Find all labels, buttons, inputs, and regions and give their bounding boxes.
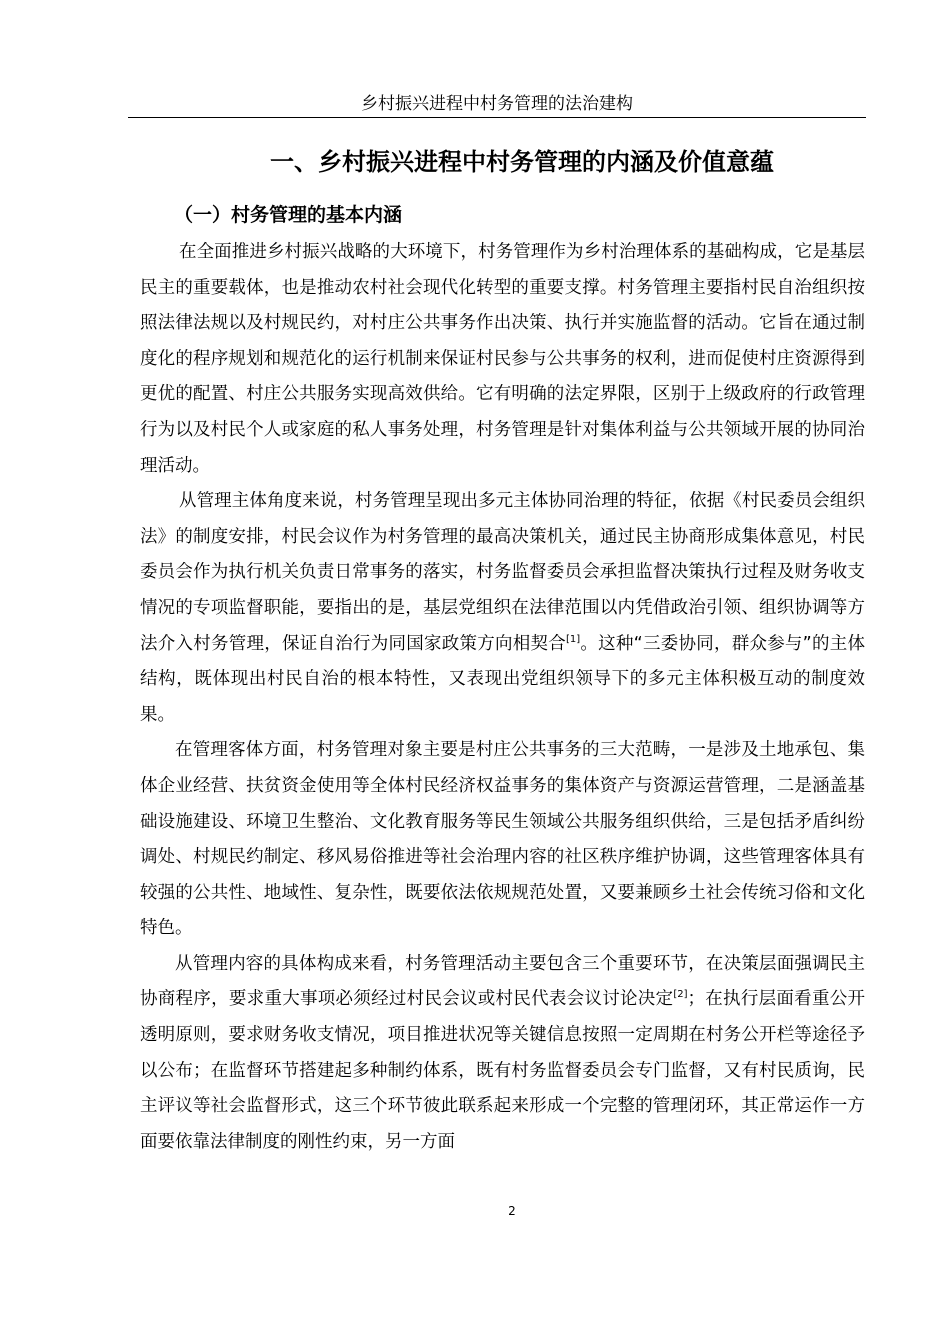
citation-2: [2]: [673, 989, 688, 1001]
citation-1: [1]: [565, 633, 581, 645]
paragraph-2-text-start: 从管理主体角度来说，村务管理呈现出多元主体协同治理的特征，依据《村民委员会组织法》的制度安排，村民会议作为村务管理的最高决策机关，通过民主协商形成集体意见，村民委员会作为执行机关负责日常事务的落实，村务监督委员会承担监督决策执行过程及财务收支情况的专项监督职能，要指出的是，基层党组织在法律范围以内凭借政治引领、组织协调等方法介入村务管理，保证自治行为同国家政策方向相契合: [140, 491, 865, 654]
section-title: （一）村务管理的基本内涵: [174, 204, 403, 226]
paragraph-2: [140, 484, 865, 733]
page-number: 2: [508, 1204, 516, 1218]
paragraph-4-text-start: 从管理内容的具体构成来看，村务管理活动主要包含三个重要环节，在决策层面强调民主协商程序，要求重大事项必须经过村民会议或村民代表会议讨论决定: [140, 953, 865, 1010]
body-text: [140, 235, 865, 1160]
header-rule: [128, 117, 866, 118]
chapter-title: 一、乡村振兴进程中村务管理的内涵及价值意蕴: [270, 148, 774, 176]
paragraph-1: 在全面推进乡村振兴战略的大环境下，村务管理作为乡村治理体系的基础构成，它是基层民主的重要载体，也是推动农村社会现代化转型的重要支撑。村务管理主要指村民自治组织按照法律法规以及村规民约，对村庄公共事务作出决策、执行并实施监督的活动。它旨在通过制度化的程序规划和规范化的运行机制来保证村民参与公共事务的权利，进而促使村庄资源得到更优的配置、村庄公共服务实现高效供给。它有明确的法定界限，区别于上级政府的行政管理行为以及村民个人或家庭的私人事务处理，村务管理是针对集体利益与公共领域开展的协同治理活动。: [140, 242, 865, 476]
paragraph-3: 在管理客体方面，村务管理对象主要是村庄公共事务的三大范畴，一是涉及土地承包、集体企业经营、扶贫资金使用等全体村民经济权益事务的集体资产与资源运营管理，二是涵盖基础设施建设、环境卫生整治、文化教育服务等民生领域公共服务组织供给，三是包括矛盾纠纷调处、村规民约制定、移风易俗推进等社会治理内容的社区秩序维护协调，这些管理客体具有较强的公共性、地域性、复杂性，既要依法依规规范处置，又要兼顾乡土社会传统习俗和文化特色。: [140, 740, 865, 939]
paragraph-4: [140, 947, 865, 1161]
paragraph-4-text-end: ；在执行层面看重公开透明原则，要求财务收支情况，项目推进状况等关键信息按照一定周期在村务公开栏等途径予以公布；在监督环节搭建起多种制约体系，既有村务监督委员会专门监督，又有村民质询，民主评议等社会监督形式，这三个环节彼此联系起来形成一个完整的管理闭环，其正常运作一方面要依靠法律制度的刚性约束，另一方面: [140, 989, 865, 1152]
running-header: 乡村振兴进程中村务管理的法治建构: [361, 94, 633, 114]
paragraph-2-text-end: 。这种“三委协同，群众参与”的主体结构，既体现出村民自治的根本特性，又表现出党组织领导下的多元主体积极互动的制度效果。: [140, 633, 865, 725]
